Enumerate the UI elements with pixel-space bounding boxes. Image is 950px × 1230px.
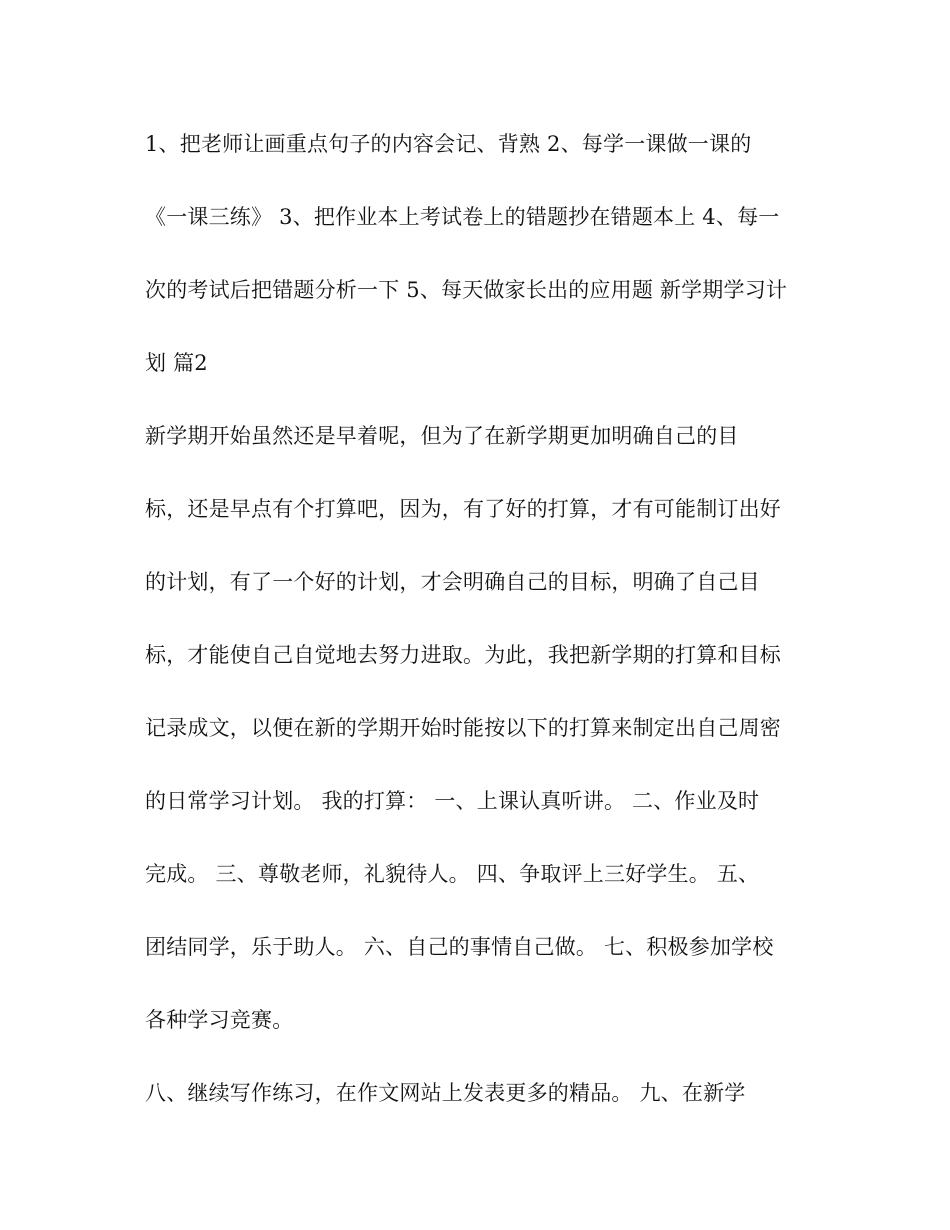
- text-line-11: 完成。 三、尊敬老师，礼貌待人。 四、争取评上三好学生。 五、: [145, 862, 760, 886]
- text-line-8: 标，才能使自己自觉地去努力进取。为此，我把新学期的打算和目标: [145, 643, 781, 667]
- text-line-9: 记录成文，以便在新的学期开始时能按以下的打算来制定出自己周密: [145, 716, 781, 740]
- text-line-14: 八、继续写作练习，在作文网站上发表更多的精品。 九、在新学: [145, 1081, 746, 1105]
- text-line-10: 的日常学习计划。 我的打算： 一、上课认真听讲。 二、作业及时: [145, 789, 760, 813]
- text-line-7: 的计划，有了一个好的计划，才会明确自己的目标，明确了自己目: [145, 570, 760, 594]
- text-line-5: 新学期开始虽然还是早着呢，但为了在新学期更加明确自己的目: [145, 424, 739, 448]
- text-line-1: 1、把老师让画重点句子的内容会记、背熟 2、每学一课做一课的: [145, 132, 752, 156]
- text-line-3: 次的考试后把错题分析一下 5、每天做家长出的应用题 新学期学习计: [145, 278, 788, 302]
- text-line-13: 各种学习竞赛。: [145, 1008, 294, 1032]
- text-line-4: 划 篇2: [145, 351, 208, 375]
- text-line-6: 标，还是早点有个打算吧，因为，有了好的打算，才有可能制订出好: [145, 497, 781, 521]
- text-line-2: 《一课三练》 3、把作业本上考试卷上的错题抄在错题本上 4、每一: [145, 205, 780, 229]
- text-line-12: 团结同学，乐于助人。 六、自己的事情自己做。 七、积极参加学校: [145, 935, 774, 959]
